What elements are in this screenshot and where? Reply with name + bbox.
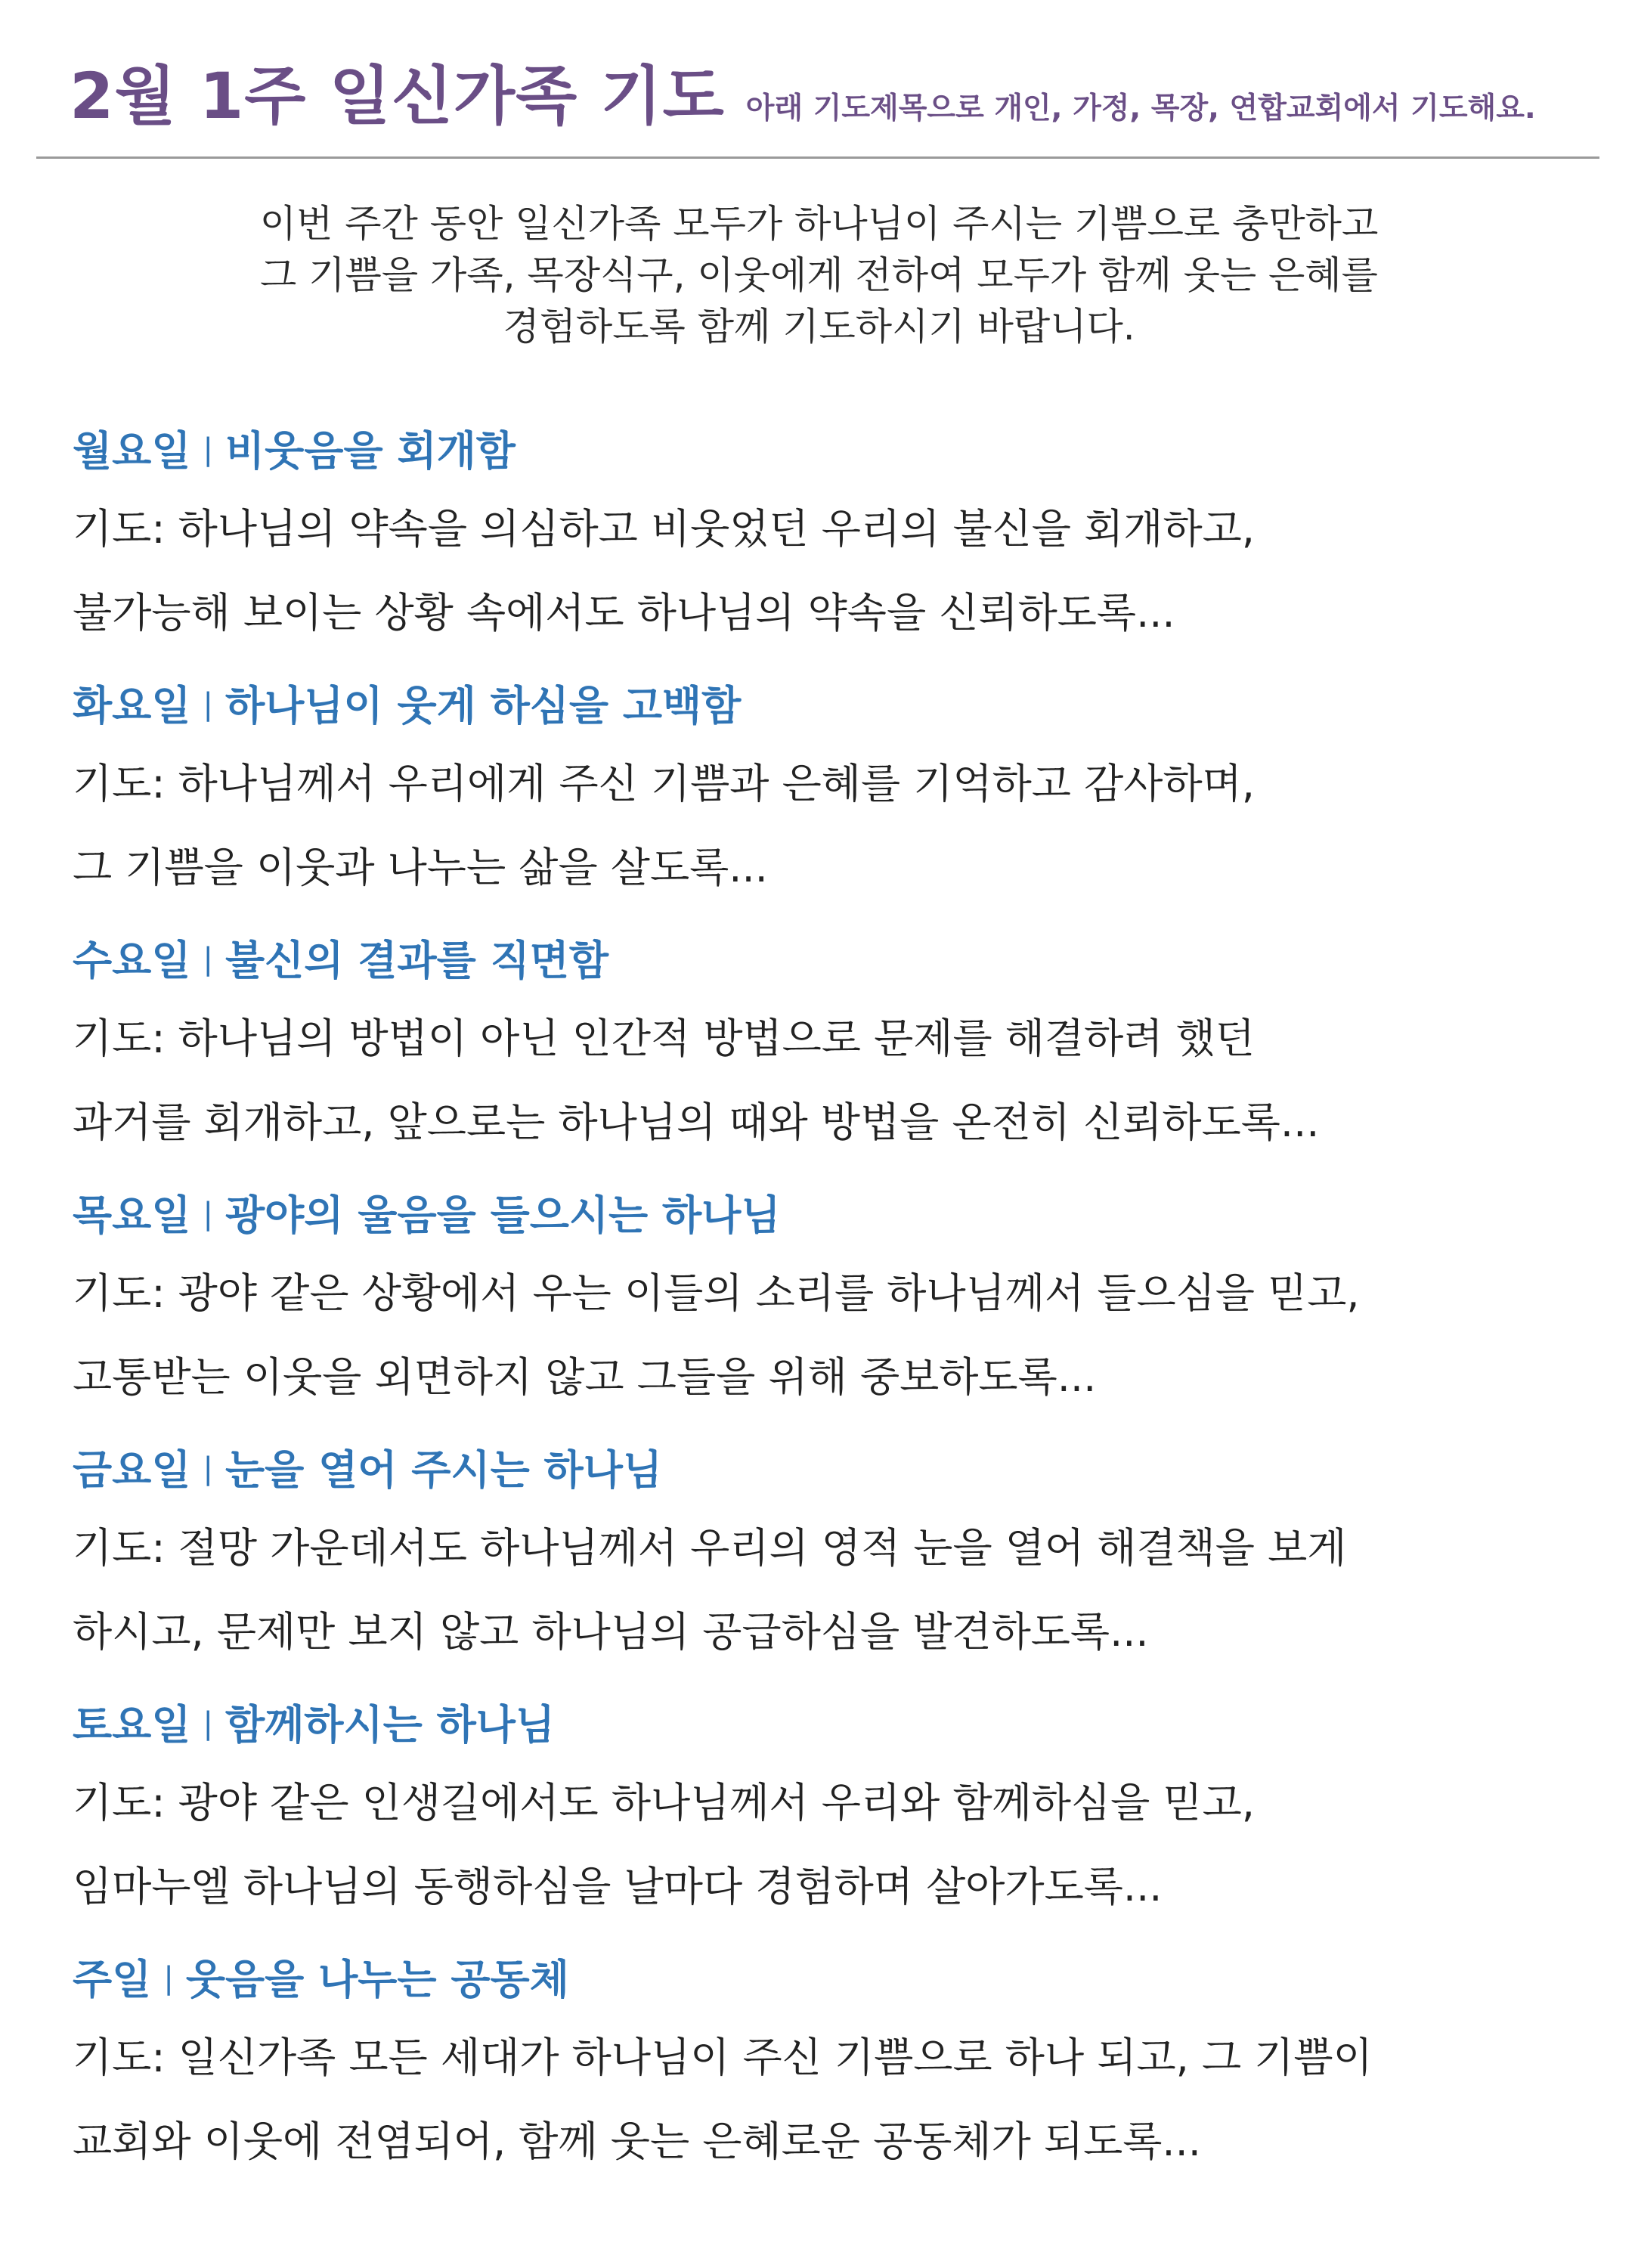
prayer-text-line: 기도: 하나님의 약속을 의심하고 비웃었던 우리의 불신을 회개하고, [73,504,1255,553]
prayer-text-line: 임마누엘 하나님의 동행하심을 날마다 경험하며 살아가도록... [73,1862,1163,1910]
day-heading [73,667,1599,738]
intro-line: 경험하도록 함께 기도하시기 바랍니다. [503,305,1135,349]
prayer-list [73,412,1599,2195]
day-name: 수요일 [73,936,191,984]
day-name: 목요일 [73,1191,191,1239]
prayer-item-wednesday [73,922,1599,1176]
prayer-text-line: 기도: 일신가족 모든 세대가 하나님이 주신 기쁨으로 하나 되고, 그 기쁨이 [73,2033,1373,2081]
prayer-text-line: 교회와 이웃에 전염되어, 함께 웃는 은혜로운 공동체가 되도록... [73,2117,1201,2165]
day-heading [73,1176,1599,1247]
heading-separator: | [203,1706,213,1741]
day-name: 화요일 [73,681,191,730]
prayer-item-thursday [73,1176,1599,1431]
page-title: 2월 1주 일신가족 기도 [70,59,725,133]
page-header [70,45,1596,136]
day-heading [73,1431,1599,1502]
day-heading [73,922,1599,993]
prayer-item-saturday [73,1686,1599,1941]
prayer-item-monday [73,412,1599,667]
day-topic: 함께하시는 하나님 [224,1700,556,1749]
day-topic: 하나님이 웃게 하심을 고백함 [224,681,742,730]
intro-line: 이번 주간 동안 일신가족 모두가 하나님이 주시는 기쁨으로 충만하고 [259,202,1379,246]
prayer-item-sunday [73,1941,1599,2195]
day-topic: 눈을 열어 주시는 하나님 [224,1445,663,1494]
prayer-text-line: 하시고, 문제만 보지 않고 하나님의 공급하심을 발견하도록... [73,1607,1149,1656]
prayer-item-tuesday [73,667,1599,922]
intro-line: 그 기쁨을 가족, 목장식구, 이웃에게 전하여 모두가 함께 웃는 은혜를 [260,253,1378,297]
day-name: 금요일 [73,1445,191,1494]
prayer-text-line: 기도: 절망 가운데서도 하나님께서 우리의 영적 눈을 열어 해결책을 보게 [73,1523,1347,1572]
heading-separator: | [203,432,213,467]
page-subtitle: 아래 기도제목으로 개인, 가정, 목장, 연합교회에서 기도해요. [745,91,1536,125]
heading-separator: | [163,1961,174,1996]
day-name: 토요일 [73,1700,191,1749]
heading-separator: | [203,687,213,722]
header-divider [36,156,1599,159]
prayer-text-line: 고통받는 이웃을 외면하지 않고 그들을 위해 중보하도록... [73,1352,1097,1401]
heading-separator: | [203,1452,213,1486]
day-topic: 불신의 결과를 직면함 [224,936,609,984]
prayer-item-friday [73,1431,1599,1686]
day-topic: 광야의 울음을 들으시는 하나님 [224,1191,781,1239]
day-name: 주일 [73,1955,152,2003]
day-topic: 웃음을 나누는 공동체 [185,1955,569,2003]
day-topic: 비웃음을 회개함 [224,426,516,475]
day-heading [73,1686,1599,1757]
prayer-text-line: 기도: 광야 같은 상황에서 우는 이들의 소리를 하나님께서 들으심을 믿고, [73,1269,1360,1317]
prayer-text-line: 기도: 하나님의 방법이 아닌 인간적 방법으로 문제를 해결하려 했던 [73,1014,1255,1062]
prayer-text-line: 과거를 회개하고, 앞으로는 하나님의 때와 방법을 온전히 신뢰하도록... [73,1098,1320,1146]
heading-separator: | [203,942,213,977]
day-name: 월요일 [73,426,191,475]
prayer-text-line: 그 기쁨을 이웃과 나누는 삶을 살도록... [73,843,768,891]
day-heading [73,1941,1599,2012]
heading-separator: | [203,1197,213,1232]
prayer-text-line: 기도: 하나님께서 우리에게 주신 기쁨과 은혜를 기억하고 감사하며, [73,759,1255,807]
day-heading [73,412,1599,483]
prayer-text-line: 기도: 광야 같은 인생길에서도 하나님께서 우리와 함께하심을 믿고, [73,1778,1255,1826]
prayer-text-line: 불가능해 보이는 상황 속에서도 하나님의 약속을 신뢰하도록... [73,588,1175,637]
intro-paragraph [0,198,1638,352]
